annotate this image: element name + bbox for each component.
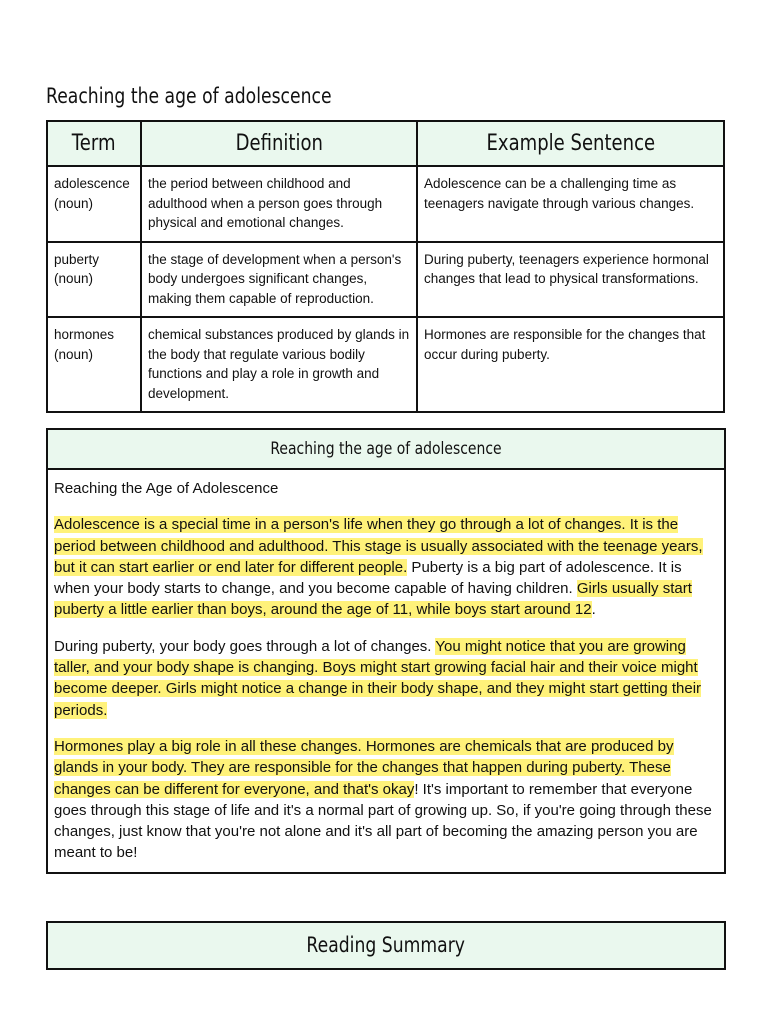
- highlighted-text: You might notice that you are growing taller, and your body shape is changing. Boys might start growing facial hair and their voice might become deeper. Girls might notice a change in their body shape, and they might start getting their periods.: [54, 637, 702, 719]
- table-row: [47, 317, 724, 412]
- table-header-row: [47, 121, 724, 166]
- table-row: [47, 242, 724, 318]
- plain-text: .: [591, 601, 596, 619]
- header-example-sentence: Example Sentence: [417, 121, 724, 166]
- term-cell: puberty (noun): [47, 242, 141, 318]
- term-cell: hormones (noun): [47, 317, 141, 412]
- definition-cell: the stage of development when a person's body undergoes significant changes, making them capable of reproduction.: [141, 242, 417, 318]
- highlighted-text: Adolescence is a special time in a person's life when they go through a lot of changes. It is the period between childhood and adulthood. This stage is usually associated with the teenage years, but it can start earlier or end later for different people.: [54, 516, 703, 576]
- definition-cell: chemical substances produced by glands in the body that regulate various bodily functions and play a role in growth and development.: [141, 317, 417, 412]
- plain-text: Puberty is a big part of adolescence. It is when your body starts to change, and you become capable of having children.: [54, 558, 682, 598]
- reading-paragraph: [54, 514, 718, 620]
- reading-body: [48, 470, 724, 864]
- header-term: Term: [47, 121, 141, 166]
- reading-passage-box: [46, 428, 726, 874]
- example-cell: Hormones are responsible for the changes that occur during puberty.: [417, 317, 724, 412]
- page-title: Reaching the age of adolescence: [46, 84, 332, 108]
- example-cell: During puberty, teenagers experience hormonal changes that lead to physical transformations.: [417, 242, 724, 318]
- example-cell: Adolescence can be a challenging time as teenagers navigate through various changes.: [417, 166, 724, 242]
- highlighted-text: Hormones play a big role in all these changes. Hormones are chemicals that are produced by glands in your body. They are responsible for the changes that happen during puberty. These changes can be different for everyone, and that's okay: [54, 737, 674, 798]
- plain-text: ! It's important to remember that everyone goes through this stage of life and it's a normal part of growing up. So, if you're going through these changes, just know that you're not alone and it's all part of becoming the amazing person you are meant to be!: [54, 780, 712, 862]
- reading-summary-header: Reading Summary: [46, 921, 726, 970]
- reading-subtitle: Reaching the Age of Adolescence: [54, 480, 279, 497]
- definition-cell: the period between childhood and adulthood when a person goes through physical and emotional changes.: [141, 166, 417, 242]
- plain-text: During puberty, your body goes through a lot of changes.: [54, 637, 436, 655]
- reading-paragraph: [54, 736, 718, 864]
- reading-paragraph: [54, 636, 718, 721]
- table-row: [47, 166, 724, 242]
- term-cell: adolescence (noun): [47, 166, 141, 242]
- vocabulary-table: [46, 120, 725, 413]
- reading-header: Reaching the age of adolescence: [48, 430, 724, 470]
- highlighted-text: Girls usually start puberty a little earlier than boys, around the age of 11, while boys start around 12: [54, 580, 692, 619]
- header-definition: Definition: [141, 121, 417, 166]
